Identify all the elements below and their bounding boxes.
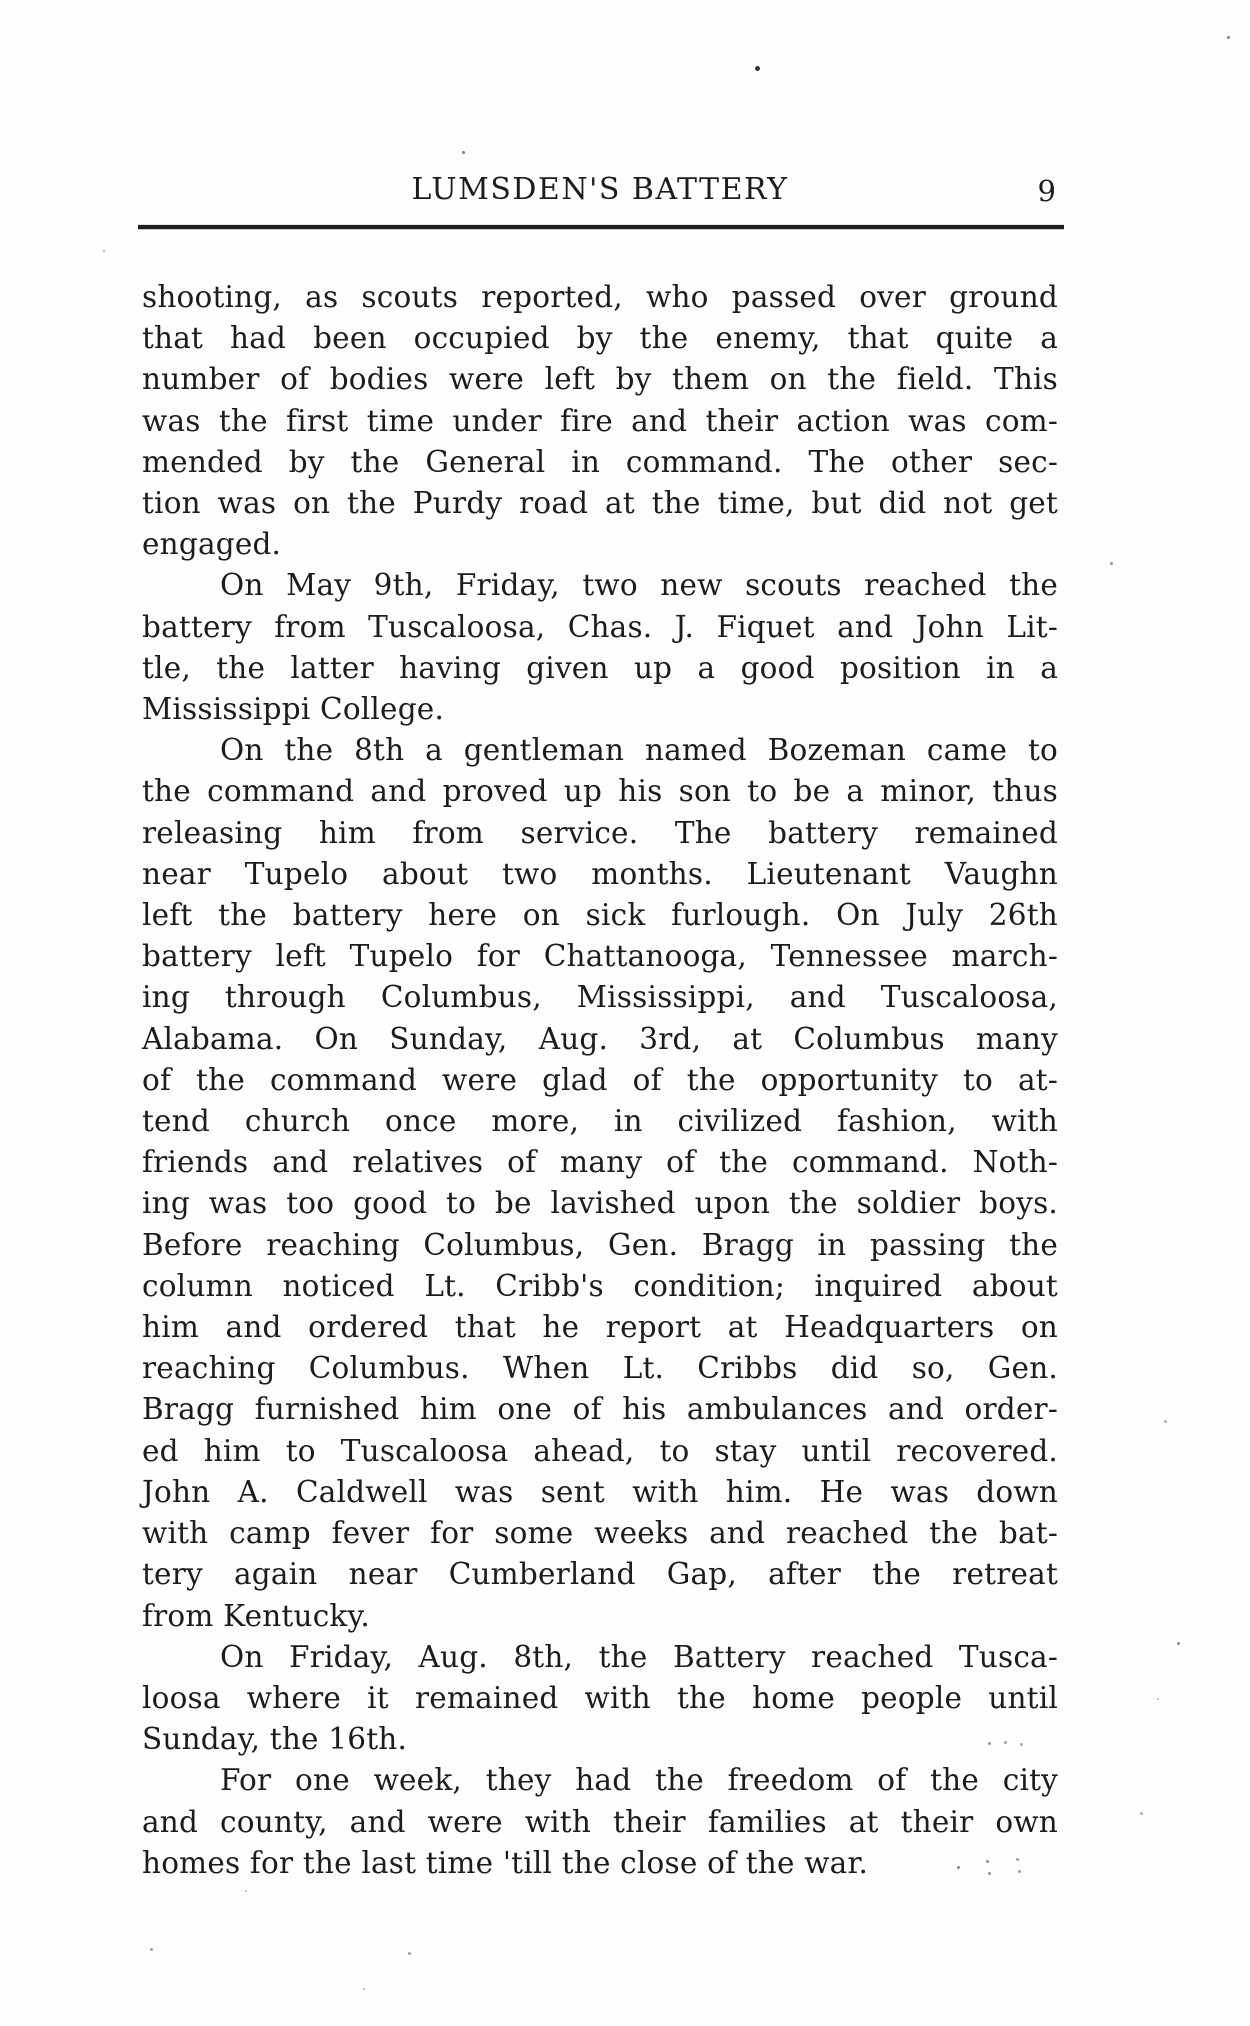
text-line: friends and relatives of many of the command. Noth- [142, 1145, 1058, 1180]
text-line: column noticed Lt. Cribb's condition; inquired about [142, 1268, 1058, 1303]
text-line: left the battery here on sick furlough. On July 26th [142, 898, 1058, 933]
text-line: On Friday, Aug. 8th, the Battery reached Tusca- [220, 1639, 1058, 1674]
text-line: that had been occupied by the enemy, that quite a [142, 321, 1058, 356]
text-line: Bragg furnished him one of his ambulances and order- [142, 1392, 1058, 1427]
text-line: Sunday, the 16th. [142, 1722, 408, 1757]
scan-speck [1227, 36, 1230, 39]
scan-speck [363, 1988, 365, 1990]
text-line: tle, the latter having given up a good position in a [142, 650, 1058, 685]
scan-speck [462, 151, 465, 154]
text-line: battery from Tuscaloosa, Chas. J. Fiquet and John Lit- [142, 609, 1058, 644]
scan-speck [988, 1742, 991, 1745]
text-line: releasing him from service. The battery remained [142, 815, 1058, 850]
scan-speck [1016, 1858, 1019, 1861]
text-line: homes for the last time 'till the close of the war. [142, 1845, 869, 1880]
scan-speck [245, 1890, 247, 1892]
text-line: near Tupelo about two months. Lieutenant Vaughn [142, 856, 1058, 891]
page-number: 9 [1037, 174, 1056, 208]
text-line: ed him to Tuscaloosa ahead, to stay until recovered. [142, 1433, 1058, 1468]
text-line: the command and proved up his son to be a minor, thus [142, 774, 1058, 809]
text-line: loosa where it remained with the home people until [142, 1680, 1058, 1715]
text-line: from Kentucky. [142, 1598, 371, 1633]
page-text [142, 277, 1058, 1884]
text-line: Before reaching Columbus, Gen. Bragg in passing the [142, 1227, 1058, 1262]
text-line: of the command were glad of the opportunity to at- [142, 1062, 1058, 1097]
text-line: him and ordered that he report at Headquarters on [142, 1310, 1058, 1345]
scan-speck [986, 1860, 989, 1863]
text-line: On May 9th, Friday, two new scouts reached the [220, 568, 1058, 603]
scan-speck [1018, 1870, 1021, 1873]
text-line: Mississippi College. [142, 692, 445, 727]
text-line: shooting, as scouts reported, who passed over ground [142, 280, 1058, 314]
text-line: John A. Caldwell was sent with him. He was down [142, 1474, 1058, 1509]
running-head: LUMSDEN'S BATTERY [411, 172, 789, 207]
header-rule [138, 225, 1064, 229]
text-line: reaching Columbus. When Lt. Cribbs did so, Gen. [142, 1351, 1058, 1386]
text-line: and county, and were with their families at their own [142, 1804, 1058, 1839]
text-line: On the 8th a gentleman named Bozeman came to [220, 733, 1058, 768]
text-line: was the first time under fire and their action was com- [142, 403, 1058, 438]
scan-speck [1110, 562, 1113, 565]
text-line: mended by the General in command. The other sec- [142, 444, 1058, 479]
scan-speck [408, 1952, 411, 1955]
scan-speck [988, 1872, 991, 1875]
page-header [142, 172, 1058, 212]
text-line: engaged. [142, 527, 282, 562]
scan-speck [755, 66, 760, 71]
scan-speck [957, 1866, 960, 1869]
text-line: ing was too good to be lavished upon the soldier boys. [142, 1186, 1058, 1221]
scan-speck [1140, 1812, 1143, 1815]
scan-speck [150, 1948, 153, 1951]
scan-speck [1004, 1741, 1007, 1744]
text-line: with camp fever for some weeks and reached the bat- [142, 1516, 1058, 1551]
scan-speck [1177, 1642, 1180, 1645]
text-line: ing through Columbus, Mississippi, and Tuscaloosa, [142, 980, 1058, 1015]
text-line: tion was on the Purdy road at the time, but did not get [142, 486, 1058, 521]
text-line: tery again near Cumberland Gap, after the retreat [142, 1557, 1058, 1592]
text-line: Alabama. On Sunday, Aug. 3rd, at Columbus many [142, 1021, 1058, 1056]
text-line: tend church once more, in civilized fashion, with [142, 1104, 1058, 1139]
scan-speck [1020, 1743, 1023, 1746]
text-line: number of bodies were left by them on the field. This [142, 362, 1058, 397]
scan-speck [103, 250, 105, 252]
scan-speck [1164, 1420, 1167, 1423]
text-line: battery left Tupelo for Chattanooga, Tennessee march- [142, 939, 1058, 974]
text-line: For one week, they had the freedom of the city [220, 1763, 1058, 1798]
scan-speck [1157, 1698, 1159, 1700]
